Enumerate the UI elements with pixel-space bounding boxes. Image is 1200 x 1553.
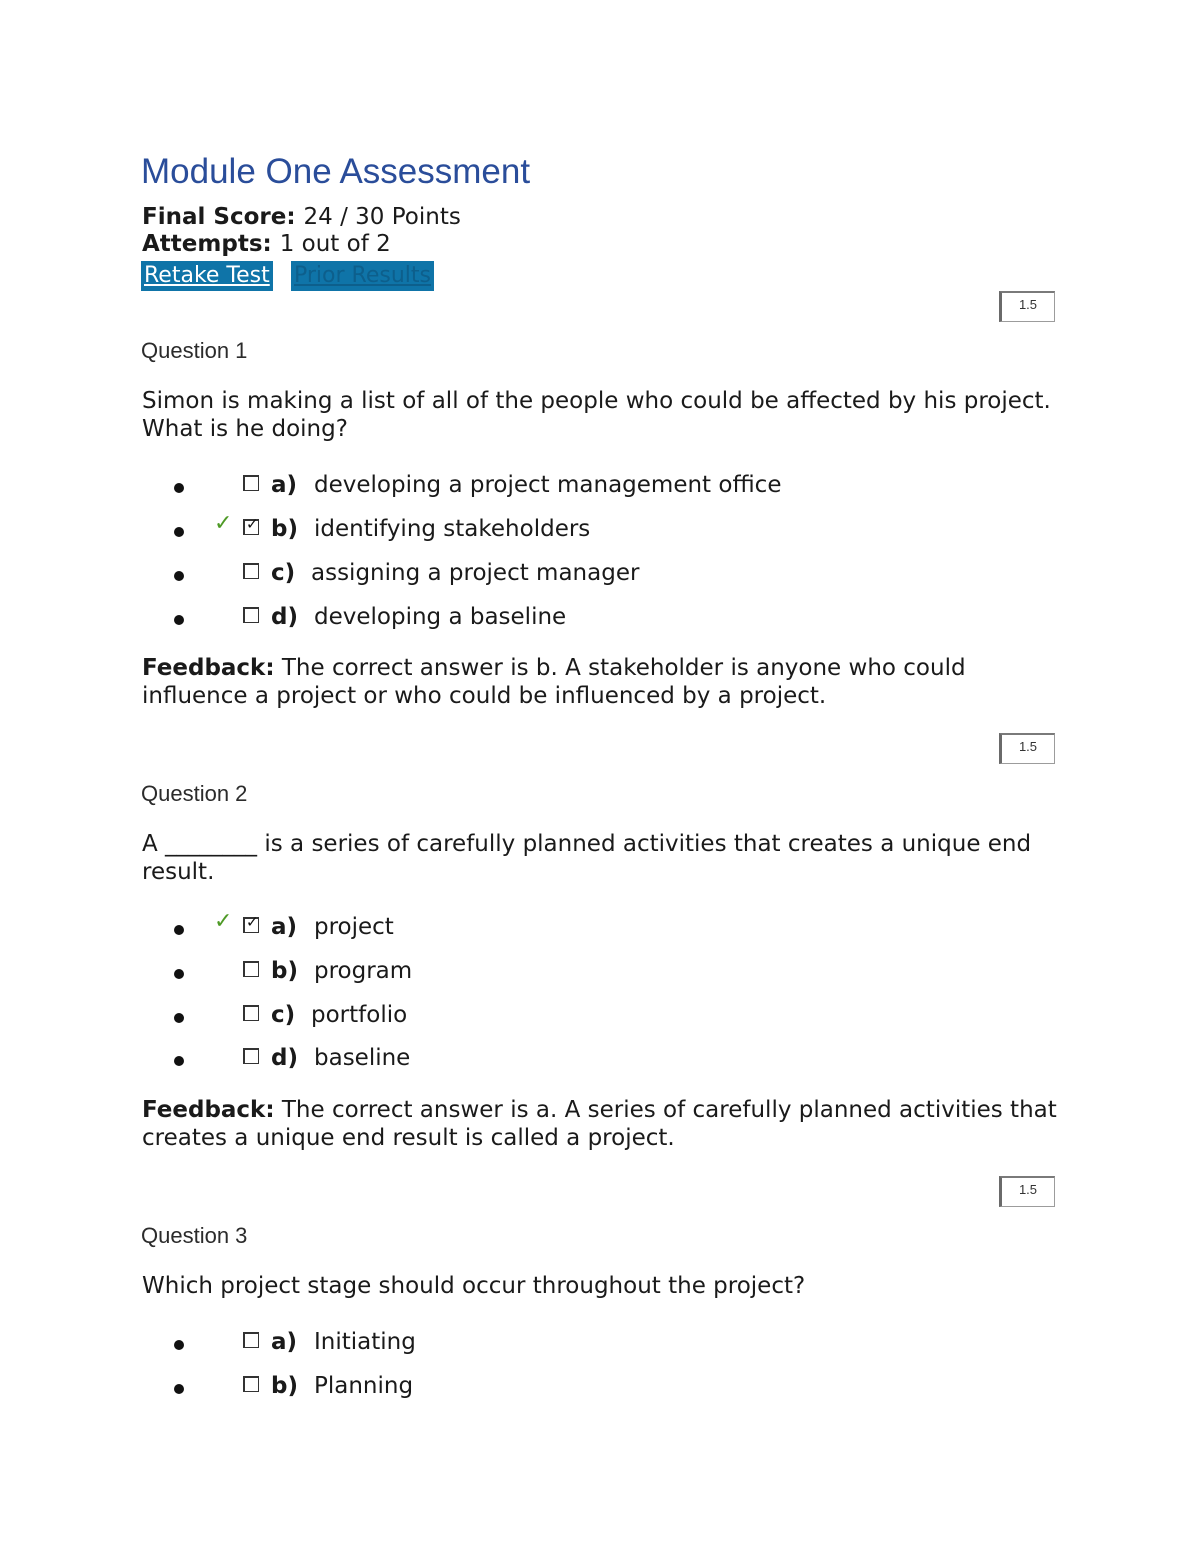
bullet-icon bbox=[174, 615, 184, 625]
answer-letter: c) bbox=[271, 560, 296, 586]
score-box[interactable]: 1.5 bbox=[999, 733, 1055, 764]
feedback-text: The correct answer is a. A series of carefully planned activities that creates a unique end result is called a project. bbox=[142, 1097, 1057, 1151]
question-text: Which project stage should occur throughout the project? bbox=[142, 1273, 806, 1299]
question-label: Question 3 bbox=[141, 1223, 248, 1248]
checkbox-icon[interactable]: ✓ bbox=[243, 519, 259, 535]
final-score bbox=[142, 204, 461, 230]
feedback-label: Feedback: bbox=[142, 1097, 275, 1123]
checkbox-icon[interactable] bbox=[243, 1005, 259, 1021]
answer-text: assigning a project manager bbox=[311, 560, 640, 586]
answer-option[interactable] bbox=[170, 1046, 970, 1076]
bullet-icon bbox=[174, 969, 184, 979]
attempts bbox=[142, 231, 391, 257]
bullet-icon bbox=[174, 925, 184, 935]
answer-letter: b) bbox=[271, 958, 298, 984]
score-box[interactable]: 1.5 bbox=[999, 291, 1055, 322]
bullet-icon bbox=[174, 483, 184, 493]
answer-option[interactable] bbox=[170, 605, 970, 635]
answer-text: developing a project management office bbox=[314, 472, 782, 498]
answer-letter: d) bbox=[271, 1045, 298, 1071]
checkbox-icon[interactable]: ✓ bbox=[243, 917, 259, 933]
checkbox-icon[interactable] bbox=[243, 1332, 259, 1348]
bullet-icon bbox=[174, 1056, 184, 1066]
score-box[interactable]: 1.5 bbox=[999, 1176, 1055, 1207]
answer-letter: a) bbox=[271, 472, 298, 498]
answer-option[interactable] bbox=[170, 473, 970, 503]
question-text: A ________ is a series of carefully planned activities that creates a unique end result. bbox=[142, 831, 1032, 885]
answer-text: identifying stakeholders bbox=[314, 516, 591, 542]
page-title: Module One Assessment bbox=[141, 152, 531, 191]
question-text: Simon is making a list of all of the people who could be affected by his project. What is he doing? bbox=[142, 388, 1051, 442]
feedback bbox=[142, 654, 1072, 710]
retake-test-button[interactable]: Retake Test bbox=[141, 261, 273, 291]
answer-option[interactable] bbox=[170, 511, 970, 547]
attempts-label: Attempts: bbox=[142, 231, 272, 257]
bullet-icon bbox=[174, 1340, 184, 1350]
checkbox-icon[interactable] bbox=[243, 961, 259, 977]
answer-text: program bbox=[314, 958, 413, 984]
answer-letter: a) bbox=[271, 914, 298, 940]
answer-option[interactable] bbox=[170, 959, 970, 989]
question-label: Question 2 bbox=[141, 781, 248, 806]
final-score-label: Final Score: bbox=[142, 204, 296, 230]
answer-letter: b) bbox=[271, 516, 298, 542]
answer-letter: d) bbox=[271, 604, 298, 630]
checkmark-icon: ✓ bbox=[214, 511, 233, 536]
answer-text: Planning bbox=[314, 1373, 414, 1399]
final-score-value: 24 / 30 Points bbox=[303, 204, 461, 230]
answer-text: developing a baseline bbox=[314, 604, 567, 630]
answer-option[interactable] bbox=[170, 1374, 970, 1404]
answer-option[interactable] bbox=[170, 561, 970, 591]
checkbox-icon[interactable] bbox=[243, 563, 259, 579]
answer-option[interactable] bbox=[170, 909, 970, 945]
bullet-icon bbox=[174, 571, 184, 581]
answer-letter: c) bbox=[271, 1002, 296, 1028]
answer-text: baseline bbox=[314, 1045, 411, 1071]
feedback-text: The correct answer is b. A stakeholder is anyone who could influence a project or who could be influenced by a project. bbox=[142, 655, 966, 709]
answer-text: project bbox=[314, 914, 394, 940]
question-label: Question 1 bbox=[141, 338, 248, 363]
answer-letter: b) bbox=[271, 1373, 298, 1399]
answer-letter: a) bbox=[271, 1329, 298, 1355]
checkbox-icon[interactable] bbox=[243, 1376, 259, 1392]
bullet-icon bbox=[174, 527, 184, 537]
bullet-icon bbox=[174, 1384, 184, 1394]
answer-text: Initiating bbox=[314, 1329, 416, 1355]
bullet-icon bbox=[174, 1013, 184, 1023]
checkbox-icon[interactable] bbox=[243, 1048, 259, 1064]
feedback bbox=[142, 1096, 1072, 1152]
prior-results-button[interactable]: Prior Results bbox=[291, 261, 434, 291]
checkmark-icon: ✓ bbox=[214, 909, 233, 934]
checkbox-icon[interactable] bbox=[243, 475, 259, 491]
answer-text: portfolio bbox=[311, 1002, 408, 1028]
attempts-value: 1 out of 2 bbox=[279, 231, 391, 257]
feedback-label: Feedback: bbox=[142, 655, 275, 681]
checkbox-icon[interactable] bbox=[243, 607, 259, 623]
answer-option[interactable] bbox=[170, 1003, 970, 1033]
answer-option[interactable] bbox=[170, 1330, 970, 1360]
